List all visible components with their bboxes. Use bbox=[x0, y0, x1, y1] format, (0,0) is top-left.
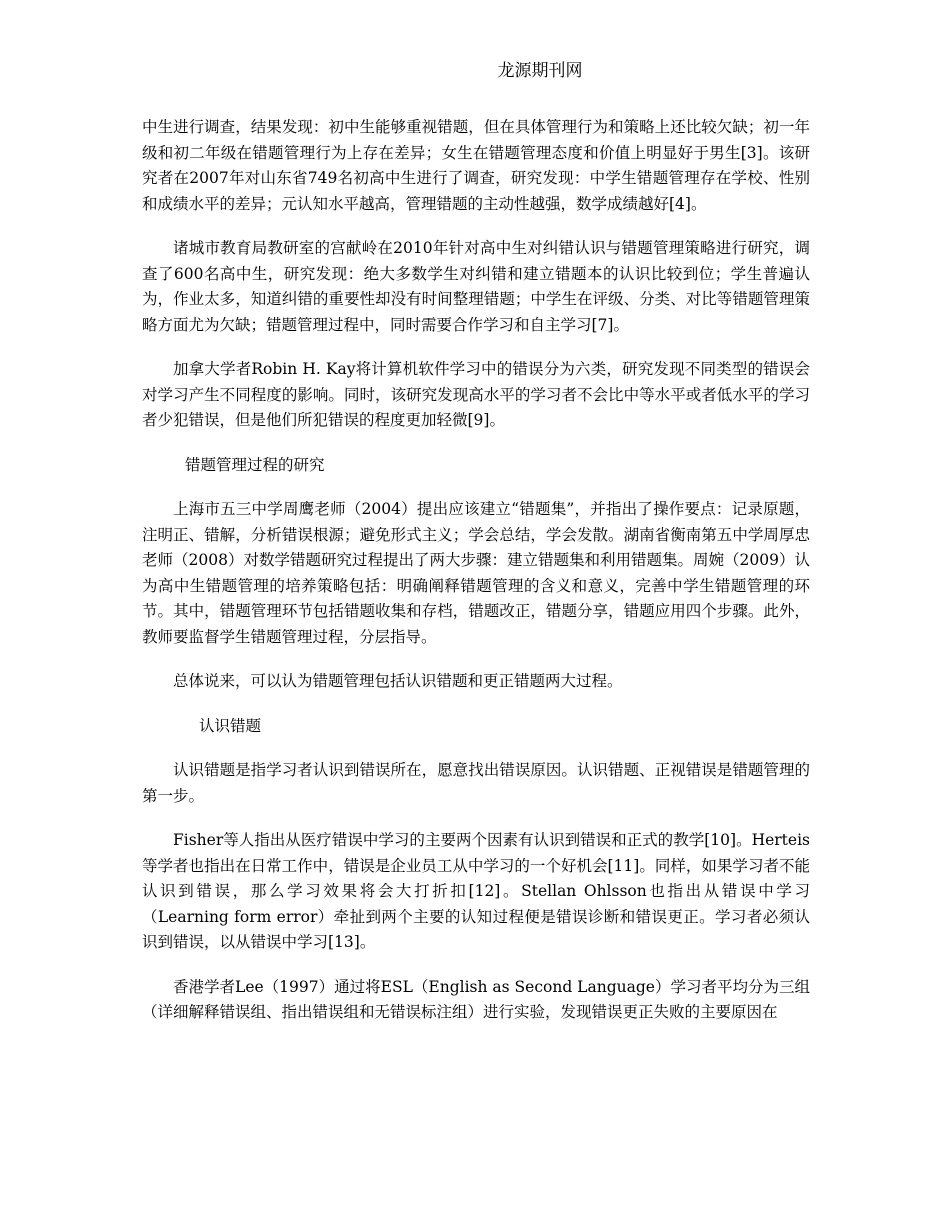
subsection-heading: 认识错题 bbox=[199, 716, 262, 735]
paragraph: 总体说来，可以认为错题管理包括认识错题和更正错题两大过程。 bbox=[173, 672, 623, 690]
paragraph: 上海市五三中学周鹰老师（2004）提出应该建立“错题集”，并指出了操作要点：记录原题，注明正、错解，分析错误根源；避免形式主义；学会总结，学会发散。湖南省衡南第五中学周厚忠老师（2008）对数学错题研究过程提出了两大步骤：建立错题集和利用错题集。周婉（2009）认为高中生错题管理的培养策略包括：明确阐释错题管理的含义和意义，完善中学生错题管理的环节。其中，错题管理环节包括错题收集和存档，错题改正，错题分享，错题应用四个步骤。此外，教师要监督学生错题管理过程，分层指导。 bbox=[142, 500, 810, 646]
paragraph: Fisher等人指出从医疗错误中学习的主要两个因素有认识到错误和正式的教学[10]。Herteis等学者也指出在日常工作中，错误是企业员工从中学习的一个好机会[11]。同样，如果学习者不能认识到错误，那么学习效果将会大打折扣[12]。Stellan Ohlsson也指出从错误中学习（Learning form error）牵扯到两个主要的认知过程便是错误诊断和错误更正。学习者必须认识到错误，以从错误中学习[13]。 bbox=[142, 831, 810, 951]
paragraph: 中生进行调查，结果发现：初中生能够重视错题，但在具体管理行为和策略上还比较欠缺；初一年级和初二年级在错题管理行为上存在差异；女生在错题管理态度和价值上明显好于男生[3]。该研究者在2007年对山东省749名初高中生进行了调查，研究发现：中学生错题管理存在学校、性别和成绩水平的差异；元认知水平越高，管理错题的主动性越强，数学成绩越好[4]。 bbox=[142, 118, 810, 213]
paragraph: 香港学者Lee（1997）通过将ESL（English as Second Language）学习者平均分为三组（详细解释错误组、指出错误组和无错误标注组）进行实验，发现错误更正失败的主要原因在 bbox=[142, 977, 810, 1021]
site-header: 龙源期刊网 bbox=[497, 61, 583, 81]
paragraph: 诸城市教育局教研室的宫献岭在2010年针对高中生对纠错认识与错题管理策略进行研究，调查了600名高中生，研究发现：绝大多数学生对纠错和建立错题本的认识比较到位；学生普遍认为，作业太多，知道纠错的重要性却没有时间整理错题；中学生在评级、分类、对比等错题管理策略方面尤为欠缺；错题管理过程中，同时需要合作学习和自主学习[7]。 bbox=[142, 239, 810, 334]
document-body bbox=[142, 115, 810, 1045]
paragraph: 认识错题是指学习者认识到错误所在，愿意找出错误原因。认识错题、正视错误是错题管理的第一步。 bbox=[142, 761, 810, 805]
section-heading: 错题管理过程的研究 bbox=[185, 455, 325, 474]
paragraph: 加拿大学者Robin H. Kay将计算机软件学习中的错误分为六类，研究发现不同类型的错误会对学习产生不同程度的影响。同时，该研究发现高水平的学习者不会比中等水平或者低水平的学习者少犯错误，但是他们所犯错误的程度更加轻微[9]。 bbox=[142, 360, 810, 429]
